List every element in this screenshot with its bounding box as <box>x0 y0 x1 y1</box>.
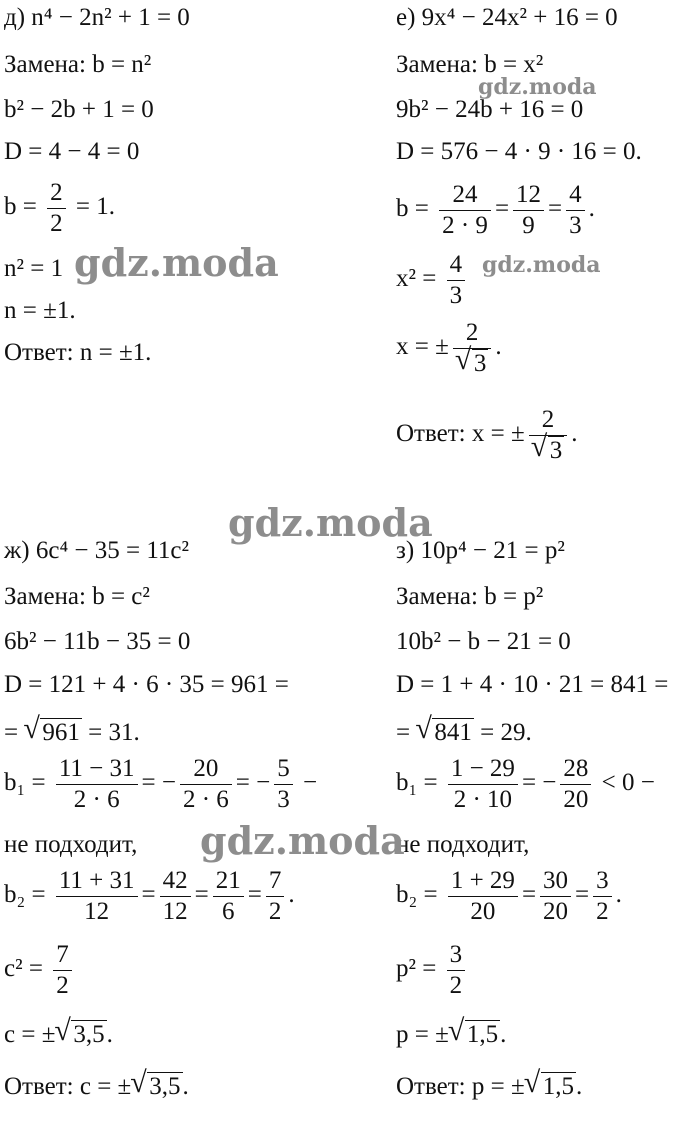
zh-line-b2: b₂ = $\frac{11 + 31}{12}$ = $\frac{42}{12}$ = $\frac{21}{6}$ = $\frac{7}{2}$ . <box>4 867 295 925</box>
fraction-denominator: 2 <box>449 972 463 999</box>
d-line-quadratic: b² − 2b + 1 = 0 <box>4 96 154 123</box>
fraction-numerator: 4 <box>447 250 466 281</box>
fraction-denominator: 2 · 6 <box>73 786 120 813</box>
fraction-denominator: 3 <box>277 786 290 813</box>
zh-sqrt-prefix: = <box>4 719 19 746</box>
zh-line-discriminant: D = 121 + 4 · 6 · 35 = 961 = <box>4 671 289 698</box>
e-line-discriminant: D = 576 − 4 · 9 · 16 = 0. <box>396 138 642 165</box>
e-root-fraction-2 <box>513 180 544 241</box>
zh-b2-fraction-1 <box>56 866 138 927</box>
fraction-denominator: 20 <box>563 786 589 813</box>
radicand: 3,5 <box>149 1073 181 1100</box>
fraction-denominator <box>529 436 568 466</box>
zh-answer-prefix: Ответ: c = ± <box>4 1073 132 1100</box>
z-line-not-fit: не подходит, <box>396 831 530 858</box>
fraction-numerator: 11 + 31 <box>56 866 138 897</box>
radicand: 961 <box>42 719 80 746</box>
zh-b2-fraction-2 <box>160 866 191 927</box>
d-line-equation: д) n⁴ − 2n² + 1 = 0 <box>4 4 190 31</box>
z-line-substitution: Замена: b = p² <box>396 583 544 610</box>
fraction-denominator: 2 <box>56 972 69 999</box>
zh-c-prefix: c = ± <box>4 1021 56 1048</box>
zh-b1-prefix: b₁ = <box>4 769 46 797</box>
fraction-denominator: 9 <box>522 212 535 239</box>
sqrt-sign <box>449 1020 500 1050</box>
watermark: gdz.moda <box>482 252 601 278</box>
e-line-answer: Ответ: x = ± 2 √ 3 . <box>396 405 577 466</box>
zh-line-b1: b₁ = $\frac{11 - 31}{2 \cdot 6}$ = − $\frac{20}{2 \cdot 6}$ = − $\frac{5}{3}$ − <box>4 755 318 813</box>
z-b1-fraction-1 <box>448 754 518 815</box>
zh-line-not-fit: не подходит, <box>4 831 138 858</box>
e-root-fraction-3 <box>566 180 585 241</box>
watermark: gdz.moda <box>200 818 405 863</box>
e-xsq-fraction <box>447 250 466 311</box>
watermark: gdz.moda <box>74 240 279 285</box>
e-line-root-b: b = $\frac{24}{2 \cdot 9}$ = $\frac{12}{9}$ = $\frac{4}{3}$ . <box>396 181 595 239</box>
fraction-numerator: 12 <box>513 180 544 211</box>
zh-b1-fraction-2 <box>180 754 232 815</box>
fraction-numerator: 21 <box>213 866 244 897</box>
z-psq-fraction <box>447 940 466 1001</box>
zh-b2-fraction-3 <box>213 866 244 927</box>
z-sqrt-result: = 29. <box>480 719 532 746</box>
sqrt-sign <box>456 349 489 379</box>
e-line-quadratic: 9b² − 24b + 16 = 0 <box>396 96 584 123</box>
z-line-p-value: p = ±√ 1,5. <box>396 1020 506 1050</box>
z-line-discriminant: D = 1 + 4 · 10 · 21 = 841 = <box>396 671 669 698</box>
sqrt-sign <box>416 718 474 748</box>
fraction-numerator: 2 <box>453 318 492 349</box>
radicand: 1,5 <box>542 1073 574 1100</box>
z-b2-fraction-2 <box>540 866 571 927</box>
z-line-b2: b₂ = $\frac{1 + 29}{20}$ = $\frac{30}{20}$ = $\frac{3}{2}$ . <box>396 867 622 925</box>
z-line-equation: з) 10p⁴ − 21 = p² <box>396 537 565 564</box>
fraction-denominator: 20 <box>470 898 496 925</box>
e-answer-fraction <box>529 405 568 466</box>
radicand: 3 <box>473 350 487 377</box>
zh-b1-fraction-1 <box>56 754 138 815</box>
zh-b1-fraction-3 <box>274 754 293 815</box>
d-root-result: = 1. <box>75 193 115 221</box>
watermark: gdz.moda <box>228 500 433 545</box>
zh-line-c-value: c = ±√ 3,5. <box>4 1020 113 1050</box>
z-b2-prefix: b₂ = <box>396 881 438 909</box>
z-p-prefix: p = ± <box>396 1021 449 1048</box>
fraction-denominator: 3 <box>569 212 582 239</box>
d-root-fraction <box>47 178 66 239</box>
sqrt-sign <box>131 1072 182 1102</box>
e-line-substitution: Замена: b = x² <box>396 51 544 78</box>
z-answer-prefix: Ответ: p = ± <box>396 1073 525 1100</box>
d-line-answer: Ответ: n = ±1. <box>4 339 152 366</box>
e-x-fraction <box>453 318 492 379</box>
fraction-denominator: 12 <box>84 898 110 925</box>
fraction-numerator: 2 <box>47 178 66 209</box>
fraction-denominator <box>453 349 492 379</box>
zh-csq-fraction <box>53 940 72 1001</box>
z-line-answer: Ответ: p = ±√ 1,5. <box>396 1072 582 1102</box>
zh-b2-fraction-4 <box>266 866 285 927</box>
fraction-denominator: 2 <box>268 898 282 925</box>
sqrt-sign <box>55 1020 106 1050</box>
z-b2-fraction-3 <box>593 866 612 927</box>
fraction-numerator: 28 <box>560 754 591 785</box>
fraction-numerator: 20 <box>180 754 232 785</box>
zh-line-equation: ж) 6c⁴ − 35 = 11c² <box>4 537 190 564</box>
fraction-denominator: 2 · 6 <box>182 786 229 813</box>
e-line-x-squared <box>396 250 469 311</box>
fraction-numerator: 11 − 31 <box>56 754 138 785</box>
z-line-quadratic: 10b² − b − 21 = 0 <box>396 628 571 655</box>
z-psq-prefix: p² = <box>396 955 437 983</box>
z-line-b1: b₁ = $\frac{1 - 29}{2 \cdot 10}$ = − $\frac{28}{20}$ < 0 − <box>396 755 655 813</box>
fraction-denominator: 6 <box>221 898 235 925</box>
fraction-numerator: 3 <box>593 866 612 897</box>
fraction-numerator: 5 <box>274 754 293 785</box>
e-xsq-prefix: x² = <box>396 265 437 293</box>
d-line-discriminant: D = 4 − 4 = 0 <box>4 138 140 165</box>
fraction-numerator: 4 <box>566 180 585 211</box>
fraction-denominator: 2 <box>596 898 609 925</box>
fraction-numerator: 7 <box>53 940 72 971</box>
fraction-numerator: 42 <box>160 866 191 897</box>
radicand: 1,5 <box>466 1021 499 1048</box>
zh-line-quadratic: 6b² − 11b − 35 = 0 <box>4 628 191 655</box>
fraction-denominator: 3 <box>449 282 463 309</box>
z-b1-fraction-2 <box>560 754 591 815</box>
fraction-numerator: 1 + 29 <box>448 866 518 897</box>
e-line-equation: е) 9x⁴ − 24x² + 16 = 0 <box>396 4 618 31</box>
fraction-numerator: 7 <box>266 866 285 897</box>
fraction-numerator: 30 <box>540 866 571 897</box>
zh-line-substitution: Замена: b = c² <box>4 583 150 610</box>
watermark: gdz.moda <box>478 74 597 100</box>
d-root-prefix: b = <box>4 193 37 221</box>
e-root-fraction-1 <box>439 180 491 241</box>
z-line-p-squared <box>396 940 469 1001</box>
z-b2-fraction-1 <box>448 866 518 927</box>
sqrt-sign <box>532 436 565 466</box>
z-b1-suffix: < 0 − <box>601 769 655 797</box>
zh-csq-prefix: c² = <box>4 955 43 983</box>
d-line-substitution: Замена: b = n² <box>4 51 152 78</box>
fraction-denominator: 2 · 9 <box>442 212 488 239</box>
fraction-denominator: 2 <box>50 210 63 237</box>
z-b1-prefix: b₁ = <box>396 769 438 797</box>
radicand: 841 <box>434 719 472 746</box>
zh-b2-prefix: b₂ = <box>4 881 46 909</box>
fraction-denominator: 2 · 10 <box>453 786 513 813</box>
sqrt-sign <box>525 1072 576 1102</box>
z-sqrt-prefix: = <box>396 719 411 746</box>
fraction-numerator: 24 <box>439 180 491 211</box>
zh-line-sqrt-d <box>4 718 140 748</box>
radicand: 3,5 <box>73 1021 105 1048</box>
d-line-n-squared: n² = 1 <box>4 255 64 282</box>
fraction-numerator: 3 <box>447 940 466 971</box>
fraction-numerator: 1 − 29 <box>448 754 518 785</box>
e-x-prefix: x = ± <box>396 333 449 361</box>
z-line-sqrt-d <box>396 718 532 748</box>
fraction-denominator: 12 <box>162 898 188 925</box>
e-line-x-value: x = ± 2 √ 3 . <box>396 318 502 379</box>
d-line-n-value: n = ±1. <box>4 297 76 324</box>
e-answer-prefix: Ответ: x = ± <box>396 420 525 448</box>
fraction-numerator: 2 <box>529 405 568 436</box>
radicand: 3 <box>549 437 563 464</box>
e-root-prefix: b = <box>396 195 429 223</box>
zh-line-answer: Ответ: c = ±√ 3,5. <box>4 1072 189 1102</box>
fraction-denominator: 20 <box>543 898 569 925</box>
zh-line-c-squared <box>4 940 76 1001</box>
d-line-root-b <box>4 178 115 239</box>
zh-sqrt-result: = 31. <box>88 719 140 746</box>
sqrt-sign <box>24 718 82 748</box>
